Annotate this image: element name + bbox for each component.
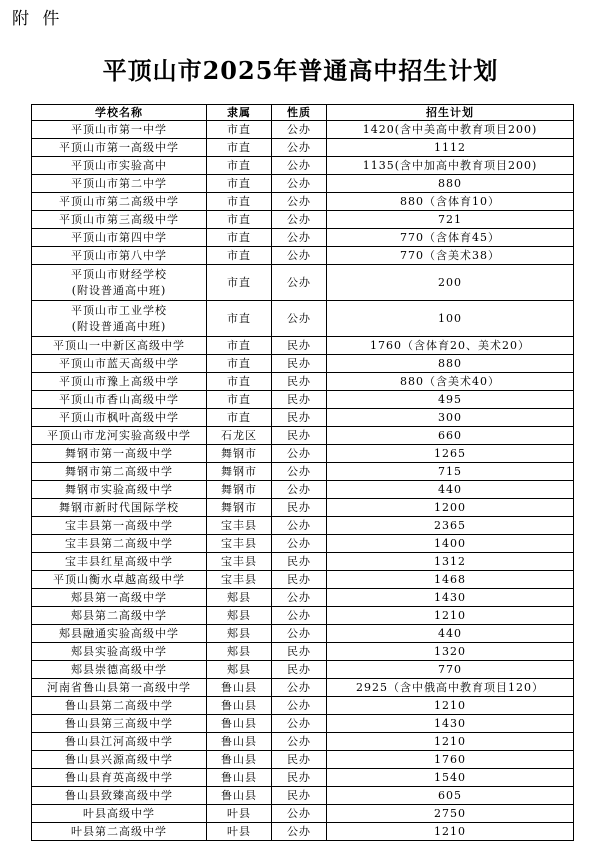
cell-school-name xyxy=(32,553,207,571)
cell-plan: 200 xyxy=(327,265,574,301)
cell-district: 舞钢市 xyxy=(207,499,272,517)
cell-school-name xyxy=(32,157,207,175)
cell-type: 民办 xyxy=(272,391,327,409)
school-name-text: 平顶山市豫上高级中学 xyxy=(59,374,179,388)
cell-district: 市直 xyxy=(207,247,272,265)
cell-plan: 1210 xyxy=(327,733,574,751)
cell-plan: 721 xyxy=(327,211,574,229)
cell-district: 市直 xyxy=(207,211,272,229)
header-district: 隶属 xyxy=(207,105,272,121)
cell-plan: 2750 xyxy=(327,805,574,823)
cell-plan: 1210 xyxy=(327,697,574,715)
cell-plan: 1420(含中美高中教育项目200) xyxy=(327,121,574,139)
cell-district: 叶县 xyxy=(207,805,272,823)
cell-school-name xyxy=(32,661,207,679)
cell-type: 民办 xyxy=(272,373,327,391)
table-row xyxy=(32,805,574,823)
school-name-text: 舞钢市实验高级中学 xyxy=(65,482,173,496)
cell-plan: 1760（含体育20、美术20） xyxy=(327,337,574,355)
school-name-text: 平顶山市枫叶高级中学 xyxy=(59,410,179,424)
table-row xyxy=(32,121,574,139)
table-row xyxy=(32,463,574,481)
table-row xyxy=(32,535,574,553)
cell-school-name xyxy=(32,643,207,661)
school-name-text: 鲁山县育英高级中学 xyxy=(65,770,173,784)
cell-school-name xyxy=(32,301,207,337)
cell-district: 郏县 xyxy=(207,643,272,661)
cell-school-name xyxy=(32,463,207,481)
cell-plan: 880（含体育10） xyxy=(327,193,574,211)
cell-plan: 660 xyxy=(327,427,574,445)
header-plan: 招生计划 xyxy=(327,105,574,121)
school-name-text: 平顶山市第一高级中学 xyxy=(59,140,179,154)
cell-district: 鲁山县 xyxy=(207,733,272,751)
cell-type: 公办 xyxy=(272,517,327,535)
cell-type: 公办 xyxy=(272,535,327,553)
cell-district: 郏县 xyxy=(207,607,272,625)
table-body xyxy=(32,121,574,841)
cell-type: 民办 xyxy=(272,553,327,571)
school-name-text: 舞钢市新时代国际学校 xyxy=(59,500,179,514)
cell-school-name xyxy=(32,175,207,193)
school-name-text: 平顶山市第八中学 xyxy=(71,248,167,262)
school-name-text: 郏县实验高级中学 xyxy=(71,644,167,658)
cell-school-name xyxy=(32,571,207,589)
table-row xyxy=(32,751,574,769)
table-row xyxy=(32,337,574,355)
cell-plan: 1265 xyxy=(327,445,574,463)
cell-district: 市直 xyxy=(207,337,272,355)
school-name-text: 平顶山市香山高级中学 xyxy=(59,392,179,406)
table-row xyxy=(32,481,574,499)
cell-district: 市直 xyxy=(207,391,272,409)
cell-school-name xyxy=(32,625,207,643)
cell-school-name xyxy=(32,139,207,157)
cell-school-name xyxy=(32,121,207,139)
cell-district: 鲁山县 xyxy=(207,751,272,769)
cell-school-name xyxy=(32,535,207,553)
school-name-text: 平顶山市第一中学 xyxy=(71,122,167,136)
school-name-text: 郏县融通实验高级中学 xyxy=(59,626,179,640)
table-row xyxy=(32,427,574,445)
table-row xyxy=(32,553,574,571)
table-row xyxy=(32,409,574,427)
table-row xyxy=(32,391,574,409)
cell-plan: 1320 xyxy=(327,643,574,661)
school-name-text: 舞钢市第一高级中学 xyxy=(65,446,173,460)
cell-type: 公办 xyxy=(272,823,327,841)
cell-district: 宝丰县 xyxy=(207,535,272,553)
table-row xyxy=(32,265,574,301)
table-row xyxy=(32,193,574,211)
cell-type: 公办 xyxy=(272,607,327,625)
cell-plan: 1210 xyxy=(327,607,574,625)
school-name-text: 平顶山市第三高级中学 xyxy=(59,212,179,226)
cell-plan: 605 xyxy=(327,787,574,805)
cell-plan: 2365 xyxy=(327,517,574,535)
cell-type: 公办 xyxy=(272,247,327,265)
cell-district: 舞钢市 xyxy=(207,481,272,499)
table-row xyxy=(32,157,574,175)
cell-type: 公办 xyxy=(272,157,327,175)
cell-type: 公办 xyxy=(272,175,327,193)
cell-district: 宝丰县 xyxy=(207,517,272,535)
cell-plan: 1312 xyxy=(327,553,574,571)
cell-school-name xyxy=(32,409,207,427)
school-name-text: 叶县高级中学 xyxy=(83,806,155,820)
cell-type: 公办 xyxy=(272,679,327,697)
table-row xyxy=(32,247,574,265)
cell-district: 市直 xyxy=(207,301,272,337)
cell-district: 市直 xyxy=(207,265,272,301)
cell-district: 鲁山县 xyxy=(207,679,272,697)
cell-plan: 100 xyxy=(327,301,574,337)
school-name-text: 鲁山县致臻高级中学 xyxy=(65,788,173,802)
school-name-text: 郏县第二高级中学 xyxy=(71,608,167,622)
cell-type: 公办 xyxy=(272,589,327,607)
cell-type: 公办 xyxy=(272,733,327,751)
cell-school-name xyxy=(32,589,207,607)
cell-school-name xyxy=(32,733,207,751)
school-name-note: (附设普通高中班) xyxy=(71,283,167,297)
cell-school-name xyxy=(32,193,207,211)
cell-plan: 1468 xyxy=(327,571,574,589)
cell-school-name xyxy=(32,373,207,391)
cell-school-name xyxy=(32,481,207,499)
school-name-note: (附设普通高中班) xyxy=(71,319,167,333)
cell-type: 公办 xyxy=(272,265,327,301)
table-row xyxy=(32,769,574,787)
cell-district: 宝丰县 xyxy=(207,553,272,571)
cell-school-name xyxy=(32,229,207,247)
table-row xyxy=(32,625,574,643)
cell-school-name xyxy=(32,247,207,265)
cell-plan: 1400 xyxy=(327,535,574,553)
table-row xyxy=(32,139,574,157)
cell-school-name xyxy=(32,499,207,517)
cell-school-name xyxy=(32,787,207,805)
cell-type: 公办 xyxy=(272,211,327,229)
cell-type: 公办 xyxy=(272,715,327,733)
cell-school-name xyxy=(32,427,207,445)
table-row xyxy=(32,445,574,463)
cell-type: 公办 xyxy=(272,139,327,157)
cell-district: 郏县 xyxy=(207,661,272,679)
cell-school-name xyxy=(32,517,207,535)
cell-plan: 2925（含中俄高中教育项目120） xyxy=(327,679,574,697)
cell-district: 市直 xyxy=(207,139,272,157)
cell-plan: 1430 xyxy=(327,589,574,607)
table-row xyxy=(32,661,574,679)
cell-district: 市直 xyxy=(207,355,272,373)
cell-plan: 1112 xyxy=(327,139,574,157)
cell-district: 鲁山县 xyxy=(207,787,272,805)
cell-plan: 1760 xyxy=(327,751,574,769)
table-row xyxy=(32,607,574,625)
cell-school-name xyxy=(32,607,207,625)
cell-school-name xyxy=(32,823,207,841)
cell-district: 郏县 xyxy=(207,589,272,607)
cell-type: 民办 xyxy=(272,337,327,355)
cell-type: 公办 xyxy=(272,301,327,337)
table-row xyxy=(32,517,574,535)
school-name-text: 平顶山一中新区高级中学 xyxy=(53,338,185,352)
school-name-text: 平顶山衡水卓越高级中学 xyxy=(53,572,185,586)
cell-school-name xyxy=(32,391,207,409)
cell-type: 民办 xyxy=(272,571,327,589)
cell-plan: 300 xyxy=(327,409,574,427)
table-row xyxy=(32,715,574,733)
school-name-text: 河南省鲁山县第一高级中学 xyxy=(47,680,191,694)
cell-district: 郏县 xyxy=(207,625,272,643)
cell-school-name xyxy=(32,697,207,715)
cell-plan: 770 xyxy=(327,661,574,679)
school-name-text: 郏县第一高级中学 xyxy=(71,590,167,604)
cell-district: 鲁山县 xyxy=(207,769,272,787)
school-name-text: 平顶山市第二中学 xyxy=(71,176,167,190)
cell-type: 民办 xyxy=(272,769,327,787)
school-name-text: 平顶山市第二高级中学 xyxy=(59,194,179,208)
cell-plan: 1540 xyxy=(327,769,574,787)
table-row xyxy=(32,733,574,751)
cell-type: 公办 xyxy=(272,625,327,643)
table-row xyxy=(32,787,574,805)
attachment-label: 附 件 xyxy=(12,9,64,29)
cell-plan: 880 xyxy=(327,355,574,373)
school-name-text: 平顶山市实验高中 xyxy=(71,158,167,172)
table-row xyxy=(32,643,574,661)
cell-district: 市直 xyxy=(207,121,272,139)
school-name-text: 宝丰县红星高级中学 xyxy=(65,554,173,568)
cell-type: 民办 xyxy=(272,643,327,661)
table-row xyxy=(32,373,574,391)
school-name-text: 叶县第二高级中学 xyxy=(71,824,167,838)
table-row xyxy=(32,589,574,607)
cell-plan: 715 xyxy=(327,463,574,481)
school-name-text: 宝丰县第二高级中学 xyxy=(65,536,173,550)
school-name-text: 平顶山市财经学校 xyxy=(71,267,167,281)
page-title: 平顶山市2025年普通高中招生计划 xyxy=(102,56,499,85)
table-row xyxy=(32,697,574,715)
school-name-text: 鲁山县第二高级中学 xyxy=(65,698,173,712)
cell-school-name xyxy=(32,445,207,463)
table-header-row xyxy=(32,105,574,121)
header-type: 性质 xyxy=(272,105,327,121)
cell-district: 市直 xyxy=(207,409,272,427)
cell-type: 民办 xyxy=(272,409,327,427)
cell-school-name xyxy=(32,337,207,355)
cell-district: 市直 xyxy=(207,229,272,247)
cell-plan: 1135(含中加高中教育项目200) xyxy=(327,157,574,175)
cell-plan: 770（含体育45） xyxy=(327,229,574,247)
table-row xyxy=(32,301,574,337)
cell-district: 市直 xyxy=(207,157,272,175)
cell-plan: 440 xyxy=(327,481,574,499)
cell-school-name xyxy=(32,265,207,301)
table-row xyxy=(32,229,574,247)
cell-type: 公办 xyxy=(272,193,327,211)
school-name-text: 平顶山市蓝天高级中学 xyxy=(59,356,179,370)
school-name-text: 平顶山市龙河实验高级中学 xyxy=(47,428,191,442)
cell-plan: 440 xyxy=(327,625,574,643)
cell-plan: 770（含美术38） xyxy=(327,247,574,265)
cell-district: 宝丰县 xyxy=(207,571,272,589)
cell-district: 石龙区 xyxy=(207,427,272,445)
school-name-text: 鲁山县兴源高级中学 xyxy=(65,752,173,766)
cell-type: 公办 xyxy=(272,445,327,463)
cell-school-name xyxy=(32,769,207,787)
school-name-text: 舞钢市第二高级中学 xyxy=(65,464,173,478)
cell-type: 民办 xyxy=(272,355,327,373)
cell-district: 鲁山县 xyxy=(207,715,272,733)
school-name-text: 平顶山市第四中学 xyxy=(71,230,167,244)
cell-type: 民办 xyxy=(272,787,327,805)
table-row xyxy=(32,571,574,589)
cell-school-name xyxy=(32,751,207,769)
cell-school-name xyxy=(32,355,207,373)
cell-type: 民办 xyxy=(272,751,327,769)
table-row xyxy=(32,499,574,517)
cell-type: 民办 xyxy=(272,499,327,517)
cell-district: 市直 xyxy=(207,175,272,193)
cell-plan: 1200 xyxy=(327,499,574,517)
cell-district: 市直 xyxy=(207,373,272,391)
cell-plan: 1210 xyxy=(327,823,574,841)
cell-type: 公办 xyxy=(272,463,327,481)
cell-district: 市直 xyxy=(207,193,272,211)
table-row xyxy=(32,679,574,697)
cell-type: 公办 xyxy=(272,229,327,247)
cell-school-name xyxy=(32,211,207,229)
cell-type: 公办 xyxy=(272,805,327,823)
table-row xyxy=(32,823,574,841)
table-row xyxy=(32,175,574,193)
school-name-text: 平顶山市工业学校 xyxy=(71,303,167,317)
cell-school-name xyxy=(32,805,207,823)
cell-type: 公办 xyxy=(272,121,327,139)
cell-plan: 880（含美术40） xyxy=(327,373,574,391)
cell-district: 叶县 xyxy=(207,823,272,841)
cell-type: 公办 xyxy=(272,697,327,715)
table-row xyxy=(32,355,574,373)
cell-school-name xyxy=(32,679,207,697)
cell-type: 民办 xyxy=(272,427,327,445)
cell-plan: 880 xyxy=(327,175,574,193)
cell-district: 鲁山县 xyxy=(207,697,272,715)
enrollment-plan-table xyxy=(31,104,574,841)
school-name-text: 宝丰县第一高级中学 xyxy=(65,518,173,532)
cell-district: 舞钢市 xyxy=(207,463,272,481)
table-row xyxy=(32,211,574,229)
school-name-text: 鲁山县江河高级中学 xyxy=(65,734,173,748)
cell-plan: 495 xyxy=(327,391,574,409)
school-name-text: 郏县崇德高级中学 xyxy=(71,662,167,676)
cell-district: 舞钢市 xyxy=(207,445,272,463)
cell-plan: 1430 xyxy=(327,715,574,733)
cell-type: 公办 xyxy=(272,481,327,499)
header-school-name: 学校名称 xyxy=(32,105,207,121)
school-name-text: 鲁山县第三高级中学 xyxy=(65,716,173,730)
cell-type: 民办 xyxy=(272,661,327,679)
cell-school-name xyxy=(32,715,207,733)
